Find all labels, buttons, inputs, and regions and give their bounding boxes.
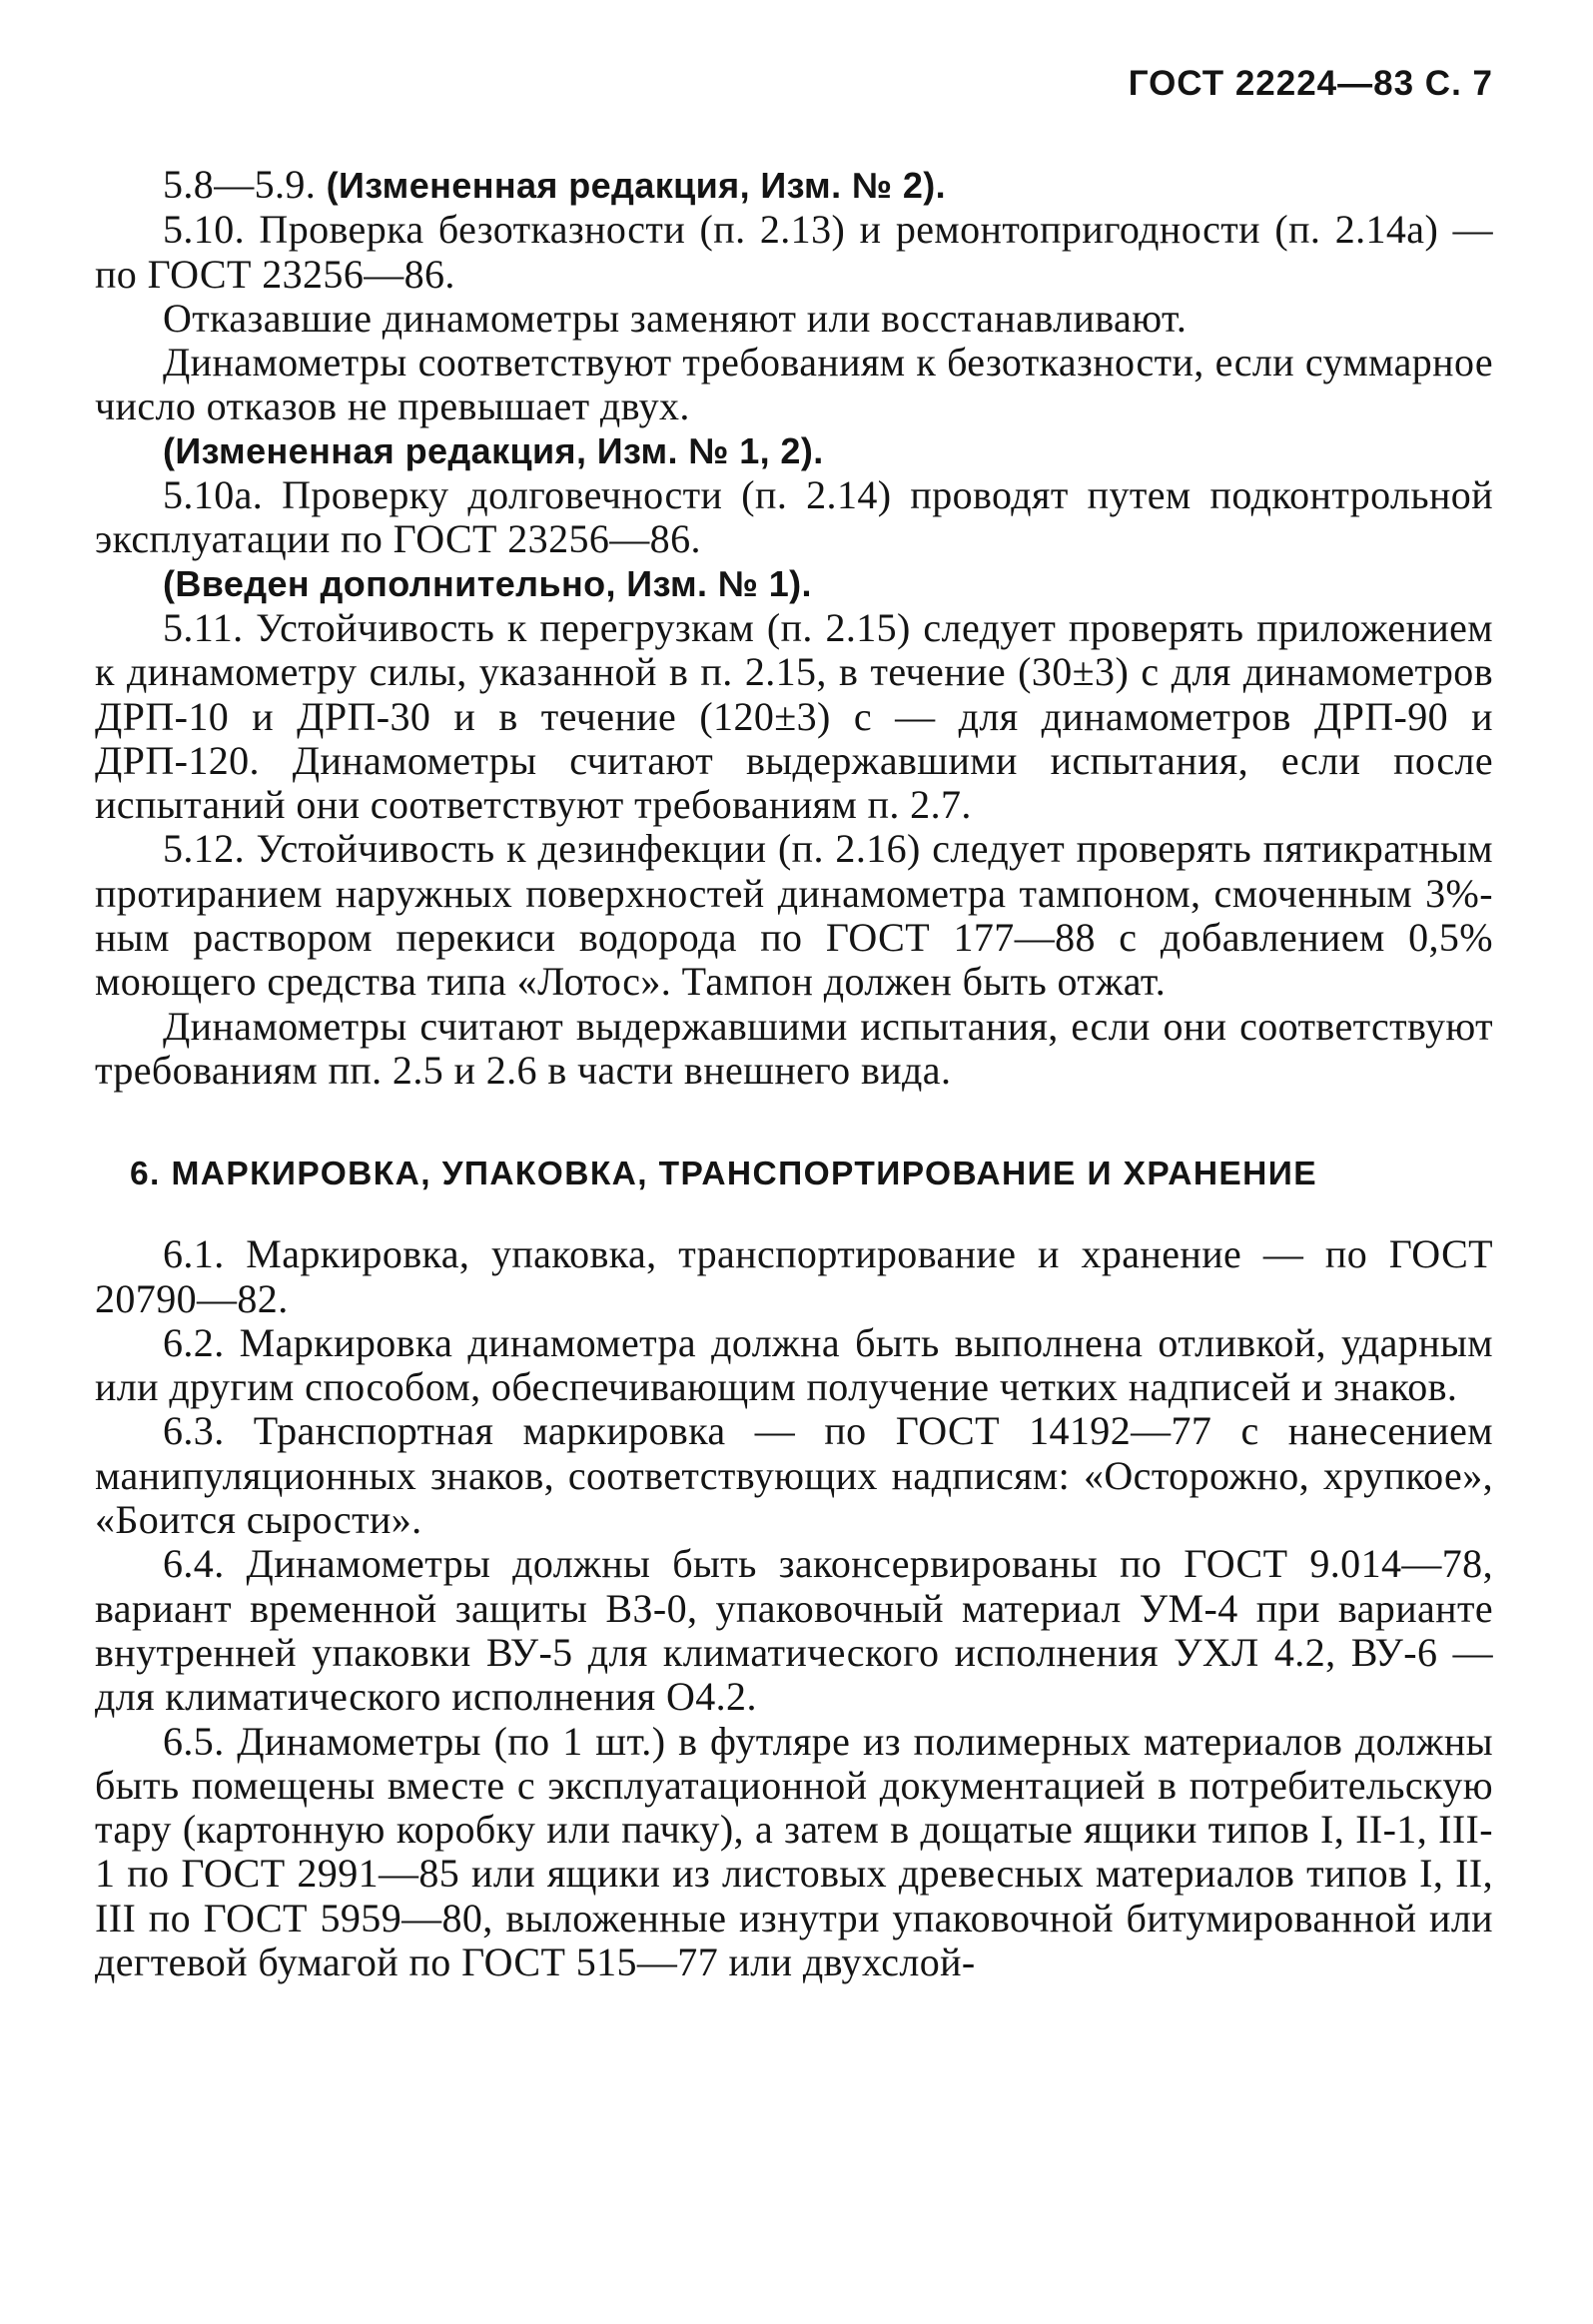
clause-6-4: 6.4. Динамометры должны быть законсервированы по ГОСТ 9.014—78, вариант временной защиты ВЗ-0, упаковочный материал УМ-4 при варианте внутренней упаковки ВУ-5 для климатического исполнения УХЛ 4.2, ВУ-6 — для климатического исполнения О4.2. bbox=[95, 1541, 1493, 1720]
clause-6-2: 6.2. Маркировка динамометра должна быть выполнена отливкой, ударным или другим способом, обеспечивающим получение четких надписей и знаков. bbox=[95, 1319, 1493, 1410]
clause-5-8-5-9 bbox=[95, 163, 1493, 208]
clause-6-1: 6.1. Маркировка, упаковка, транспортирование и хранение — по ГОСТ 20790—82. bbox=[95, 1231, 1493, 1321]
clause-5-12: 5.12. Устойчивость к дезинфекции (п. 2.16) следует проверять пятикратным протиранием наружных поверхностей динамометра тампоном, смоченным 3%-ным раствором перекиси водорода по ГОСТ 177—88 с добавлением 0,5% моющего средства типа «Лотос». Тампон должен быть отжат. bbox=[95, 826, 1493, 1005]
document-page bbox=[95, 0, 1493, 2324]
revision-note: (Измененная редакция, Изм. № 2). bbox=[326, 165, 947, 206]
document-body bbox=[95, 163, 1493, 1984]
clause-number: 5.8—5.9. bbox=[163, 162, 317, 207]
clause-5-11: 5.11. Устойчивость к перегрузкам (п. 2.15) следует проверять приложением к динамометру силы, указанной в п. 2.15, в течение (30±3) с для динамометров ДРП-10 и ДРП-30 и в течение (120±3) с — для динамометров ДРП-90 и ДРП-120. Динамометры считают выдержавшими испытания, если после испытаний они соответствуют требованиям п. 2.7. bbox=[95, 604, 1493, 828]
clause-5-10: 5.10. Проверка безотказности (п. 2.13) и ремонтопригодности (п. 2.14а) — по ГОСТ 23256—86. bbox=[95, 207, 1493, 297]
page-header: ГОСТ 22224—83 С. 7 bbox=[1128, 64, 1493, 103]
clause-5-10-failed: Отказавшие динамометры заменяют или восстанавливают. bbox=[163, 295, 1188, 341]
clause-5-10a: 5.10а. Проверку долговечности (п. 2.14) проводят путем подконтрольной эксплуатации по ГОСТ 23256—86. bbox=[95, 472, 1493, 562]
revision-note: (Измененная редакция, Изм. № 1, 2). bbox=[163, 429, 824, 471]
section-6-title: 6. МАРКИРОВКА, УПАКОВКА, ТРАНСПОРТИРОВАНИЕ И ХРАНЕНИЕ bbox=[130, 1156, 1317, 1193]
clause-6-3: 6.3. Транспортная маркировка — по ГОСТ 14192—77 с нанесением манипуляционных знаков, соответствующих надписям: «Осторожно, хрупкое», «Боится сырости». bbox=[95, 1408, 1493, 1543]
clause-5-10-requirement: Динамометры соответствуют требованиям к безотказности, если суммарное число отказов не превышает двух. bbox=[95, 340, 1493, 429]
introduced-note: (Введен дополнительно, Изм. № 1). bbox=[163, 562, 812, 604]
clause-6-5: 6.5. Динамометры (по 1 шт.) в футляре из полимерных материалов должны быть помещены вместе с эксплуатационной документацией в потребительскую тару (картонную коробку или пачку), а затем в дощатые ящики типов I, II-1, III-1 по ГОСТ 2991—85 или ящики из листовых древесных материалов типов I, II, III по ГОСТ 5959—80, выложенные изнутри упаковочной битумированной или дегтевой бумагой по ГОСТ 515—77 или двухслой- bbox=[95, 1718, 1493, 1984]
clause-5-12-result: Динамометры считают выдержавшими испытания, если они соответствуют требованиям пп. 2.5 и 2.6 в части внешнего вида. bbox=[95, 1003, 1493, 1093]
